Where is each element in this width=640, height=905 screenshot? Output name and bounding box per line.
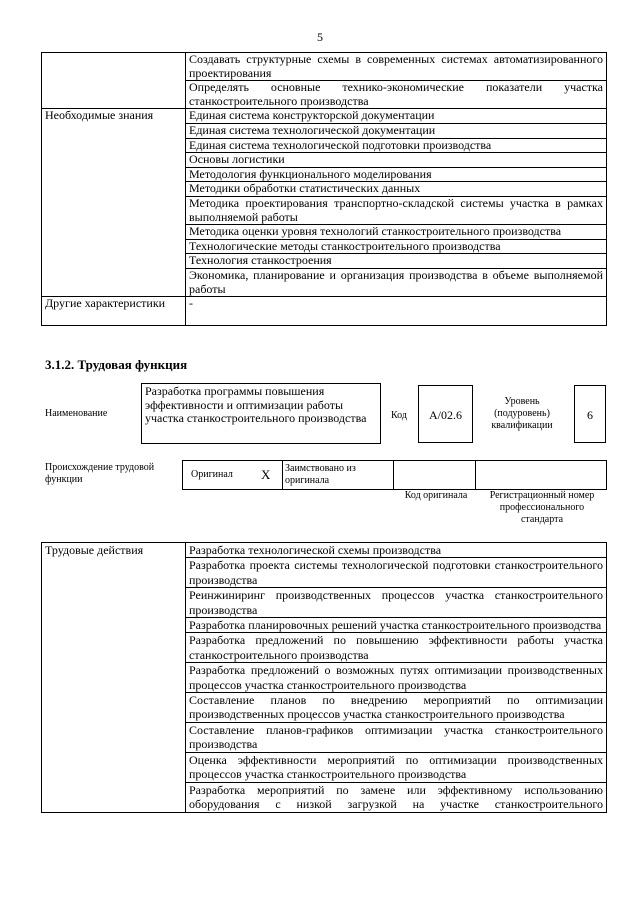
table-cell: Единая система технологической подготовки производства xyxy=(186,138,607,153)
function-name: Разработка программы повышения эффективности и оптимизации работы участка станкостроительного производства xyxy=(141,383,381,444)
divider xyxy=(475,460,476,490)
knowledge-table xyxy=(41,52,607,326)
actions-table xyxy=(41,542,607,813)
other-value: - xyxy=(186,297,607,326)
table-cell: Основы логистики xyxy=(186,153,607,168)
table-cell: Определять основные технико-экономические показатели участка станкостроительного производства xyxy=(186,81,607,109)
table-cell: Разработка мероприятий по замене или эффективному использованию оборудования с низкой загрузкой на участке станкостроительного xyxy=(189,782,603,811)
table-cell: Методика оценки уровня технологий станкостроительного производства xyxy=(186,225,607,240)
table-cell: Методика проектирования транспортно-складской системы участка в рамках выполняемой работы xyxy=(186,196,607,224)
table-cell: Разработка проекта системы технологической подготовки станкостроительного производства xyxy=(186,558,607,588)
actions-label: Трудовые действия xyxy=(42,543,186,813)
code-original-label: Код оригинала xyxy=(404,490,468,501)
table-cell: Методики обработки статистических данных xyxy=(186,182,607,197)
table-cell: Разработка предложений по повышению эффективности работы участка станкостроительного производства xyxy=(186,633,607,663)
table-cell: Составление планов по внедрению мероприятий по оптимизации производственных процессов участка станкостроительного производства xyxy=(186,693,607,723)
row-label xyxy=(42,53,186,109)
table-cell: Технологические методы станкостроительного производства xyxy=(186,239,607,254)
table-row xyxy=(42,543,607,558)
table-cell: Составление планов-графиков оптимизации участка станкостроительного производства xyxy=(186,722,607,752)
table-cell: Технология станкостроения xyxy=(186,254,607,269)
table-cell: Методология функционального моделирования xyxy=(186,167,607,182)
table-cell: Создавать структурные схемы в современных системах автоматизированного проектирования xyxy=(186,53,607,81)
function-code: А/02.6 xyxy=(418,385,473,443)
divider xyxy=(393,460,394,490)
original-mark: X xyxy=(261,467,271,482)
divider xyxy=(282,460,283,490)
origin-label: Происхождение трудовой функции xyxy=(45,462,155,485)
table-cell: Реинжиниринг производственных процессов участка станкостроительного производства xyxy=(186,588,607,618)
table-row xyxy=(42,53,607,81)
level-value: 6 xyxy=(574,385,606,443)
table-cell: Оценка эффективности мероприятий по оптимизации производственных процессов участка станкостроительного производства xyxy=(186,752,607,782)
table-cell: Разработка технологической схемы производства xyxy=(186,543,607,558)
knowledge-label: Необходимые знания xyxy=(42,109,186,297)
borrowed-label: Заимствовано из оригинала xyxy=(285,463,356,486)
name-label: Наименование xyxy=(45,408,108,419)
other-label: Другие характеристики xyxy=(42,297,186,326)
table-row xyxy=(42,297,607,326)
table-cell: Разработка предложений о возможных путях оптимизации производственных процессов участка станкостроительного производства xyxy=(186,663,607,693)
level-label: Уровень (подуровень) квалификации xyxy=(491,396,553,431)
table-cell: Разработка планировочных решений участка станкостроительного производства xyxy=(186,618,607,633)
table-cell: Экономика, планирование и организация производства в объеме выполняемой работы xyxy=(186,268,607,296)
page-number: 5 xyxy=(317,30,323,44)
table-cell: Единая система конструкторской документации xyxy=(186,109,607,124)
code-label: Код xyxy=(391,410,407,421)
table-row xyxy=(42,109,607,124)
reg-number-label: Регистрационный номер профессионального стандарта xyxy=(489,490,595,525)
original-label: Оригинал xyxy=(191,469,233,480)
origin-box xyxy=(182,460,607,490)
table-cell: Единая система технологической документации xyxy=(186,123,607,138)
section-title: 3.1.2. Трудовая функция xyxy=(45,357,188,372)
